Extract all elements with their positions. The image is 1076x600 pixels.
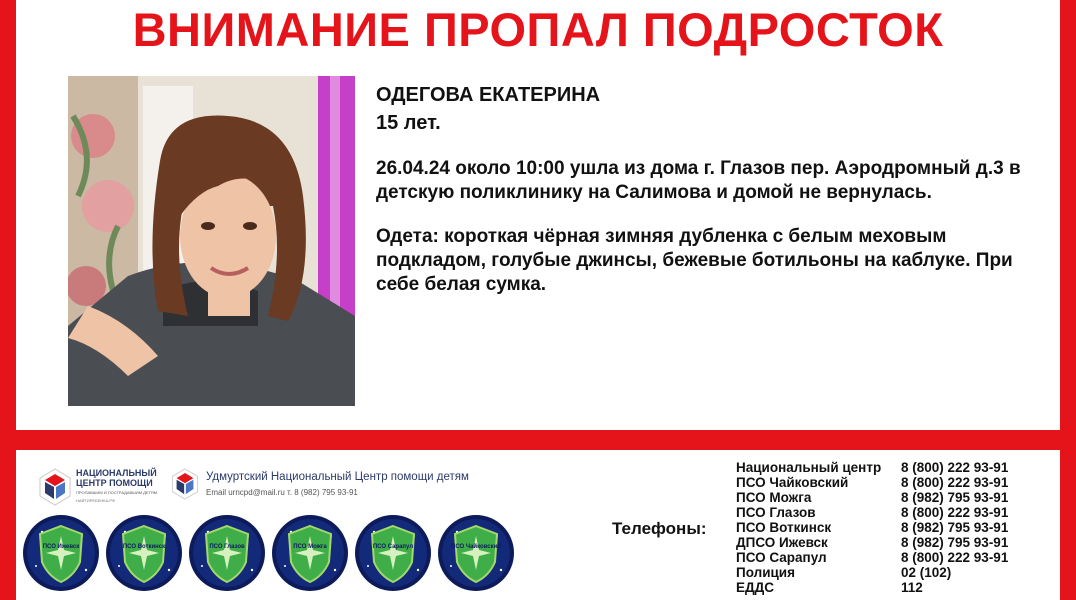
national-center-site: НАЙТИРЕБЕНКА.РФ: [76, 498, 116, 503]
contact-row: [736, 535, 1056, 550]
udmurt-center-emblem-icon: [170, 468, 200, 500]
contact-row: [736, 475, 1056, 490]
person-info: [376, 83, 1056, 297]
emblem-label: ПСО Ижевск: [42, 544, 80, 550]
emblem-label: ПСО Сарапул: [372, 544, 414, 550]
contact-name: ДПСО Ижевск: [736, 535, 828, 550]
red-border-left-lower: [0, 450, 16, 600]
contact-name: ПСО Можга: [736, 490, 812, 505]
contacts-list: [736, 460, 1056, 595]
contact-row: [736, 580, 1056, 595]
contact-name: Национальный центр: [736, 460, 882, 475]
udmurt-center-contact: Email urncpd@mail.ru т. 8 (982) 795 93-91: [206, 488, 358, 497]
shield-icon: [188, 514, 266, 592]
contact-row: [736, 550, 1056, 565]
udmurt-center-logo: [170, 468, 510, 502]
contact-phone: 8 (982) 795 93-91: [901, 520, 1009, 535]
missing-person-photo: [68, 76, 355, 406]
phones-label: Телефоны:: [612, 519, 707, 538]
contact-name: ПСО Воткинск: [736, 520, 832, 535]
shield-icon: [105, 514, 183, 592]
national-center-name-line1: НАЦИОНАЛЬНЫЙ: [76, 468, 157, 478]
contact-name: Полиция: [736, 565, 795, 580]
national-center-subtitle: ПРОПАВШИМ И ПОСТРАДАВШИМ ДЕТЯМ: [76, 490, 158, 495]
emblem-label: ПСО Чайковский: [451, 544, 501, 550]
shield-icon: [437, 514, 515, 592]
contact-phone: 112: [901, 580, 923, 595]
circumstances-text: 26.04.24 около 10:00 ушла из дома г. Глазов пер. Аэродромный д.3 в детскую поликлинику на Салимова и домой не вернулась.: [376, 158, 1021, 203]
person-age: 15 лет.: [376, 112, 441, 134]
rescue-team-emblem: [437, 514, 515, 592]
contact-row: [736, 520, 1056, 535]
contact-name: ЕДДС: [736, 580, 774, 595]
rescue-team-emblem: [271, 514, 349, 592]
red-border-right: [1060, 0, 1076, 430]
udmurt-center-title: Удмуртский Национальный Центр помощи детям: [206, 471, 469, 483]
red-border-left: [0, 0, 16, 430]
emblem-label: ПСО Глазов: [209, 544, 245, 550]
national-center-name-line2: ЦЕНТР ПОМОЩИ: [76, 478, 153, 488]
contact-phone: 8 (800) 222 93-91: [901, 505, 1009, 520]
clothing-text: Одета: короткая чёрная зимняя дубленка с белым меховым подкладом, голубые джинсы, бежевые ботильоны на каблуке. При себе белая сумка.: [376, 226, 1013, 295]
contact-phone: 8 (982) 795 93-91: [901, 490, 1009, 505]
rescue-team-emblem: [354, 514, 432, 592]
rescue-team-emblem: [105, 514, 183, 592]
national-center-emblem-icon: [38, 468, 72, 506]
emblem-label: ПСО Можга: [293, 544, 327, 550]
contact-phone: 8 (800) 222 93-91: [901, 550, 1009, 565]
shield-icon: [22, 514, 100, 592]
contact-row: [736, 565, 1056, 580]
red-border-right-lower: [1060, 450, 1076, 600]
contact-name: ПСО Глазов: [736, 505, 816, 520]
contact-phone: 8 (800) 222 93-91: [901, 460, 1009, 475]
red-divider: [0, 430, 1076, 450]
emblem-label: ПСО Воткинск: [122, 544, 166, 550]
contact-row: [736, 505, 1056, 520]
shield-icon: [354, 514, 432, 592]
contact-phone: 8 (800) 222 93-91: [901, 475, 1009, 490]
rescue-team-emblem: [22, 514, 100, 592]
contact-row: [736, 460, 1056, 475]
person-name: ОДЕГОВА ЕКАТЕРИНА: [376, 84, 601, 106]
shield-icon: [271, 514, 349, 592]
contact-phone: 02 (102): [901, 565, 952, 580]
contact-row: [736, 490, 1056, 505]
national-center-name: [76, 468, 157, 488]
contact-phone: 8 (982) 795 93-91: [901, 535, 1009, 550]
rescue-emblems: [22, 514, 522, 594]
contact-name: ПСО Чайковский: [736, 475, 849, 490]
contact-name: ПСО Сарапул: [736, 550, 827, 565]
national-center-logo: [38, 468, 163, 508]
headline: ВНИМАНИЕ ПРОПАЛ ПОДРОСТОК: [132, 3, 944, 56]
rescue-team-emblem: [188, 514, 266, 592]
